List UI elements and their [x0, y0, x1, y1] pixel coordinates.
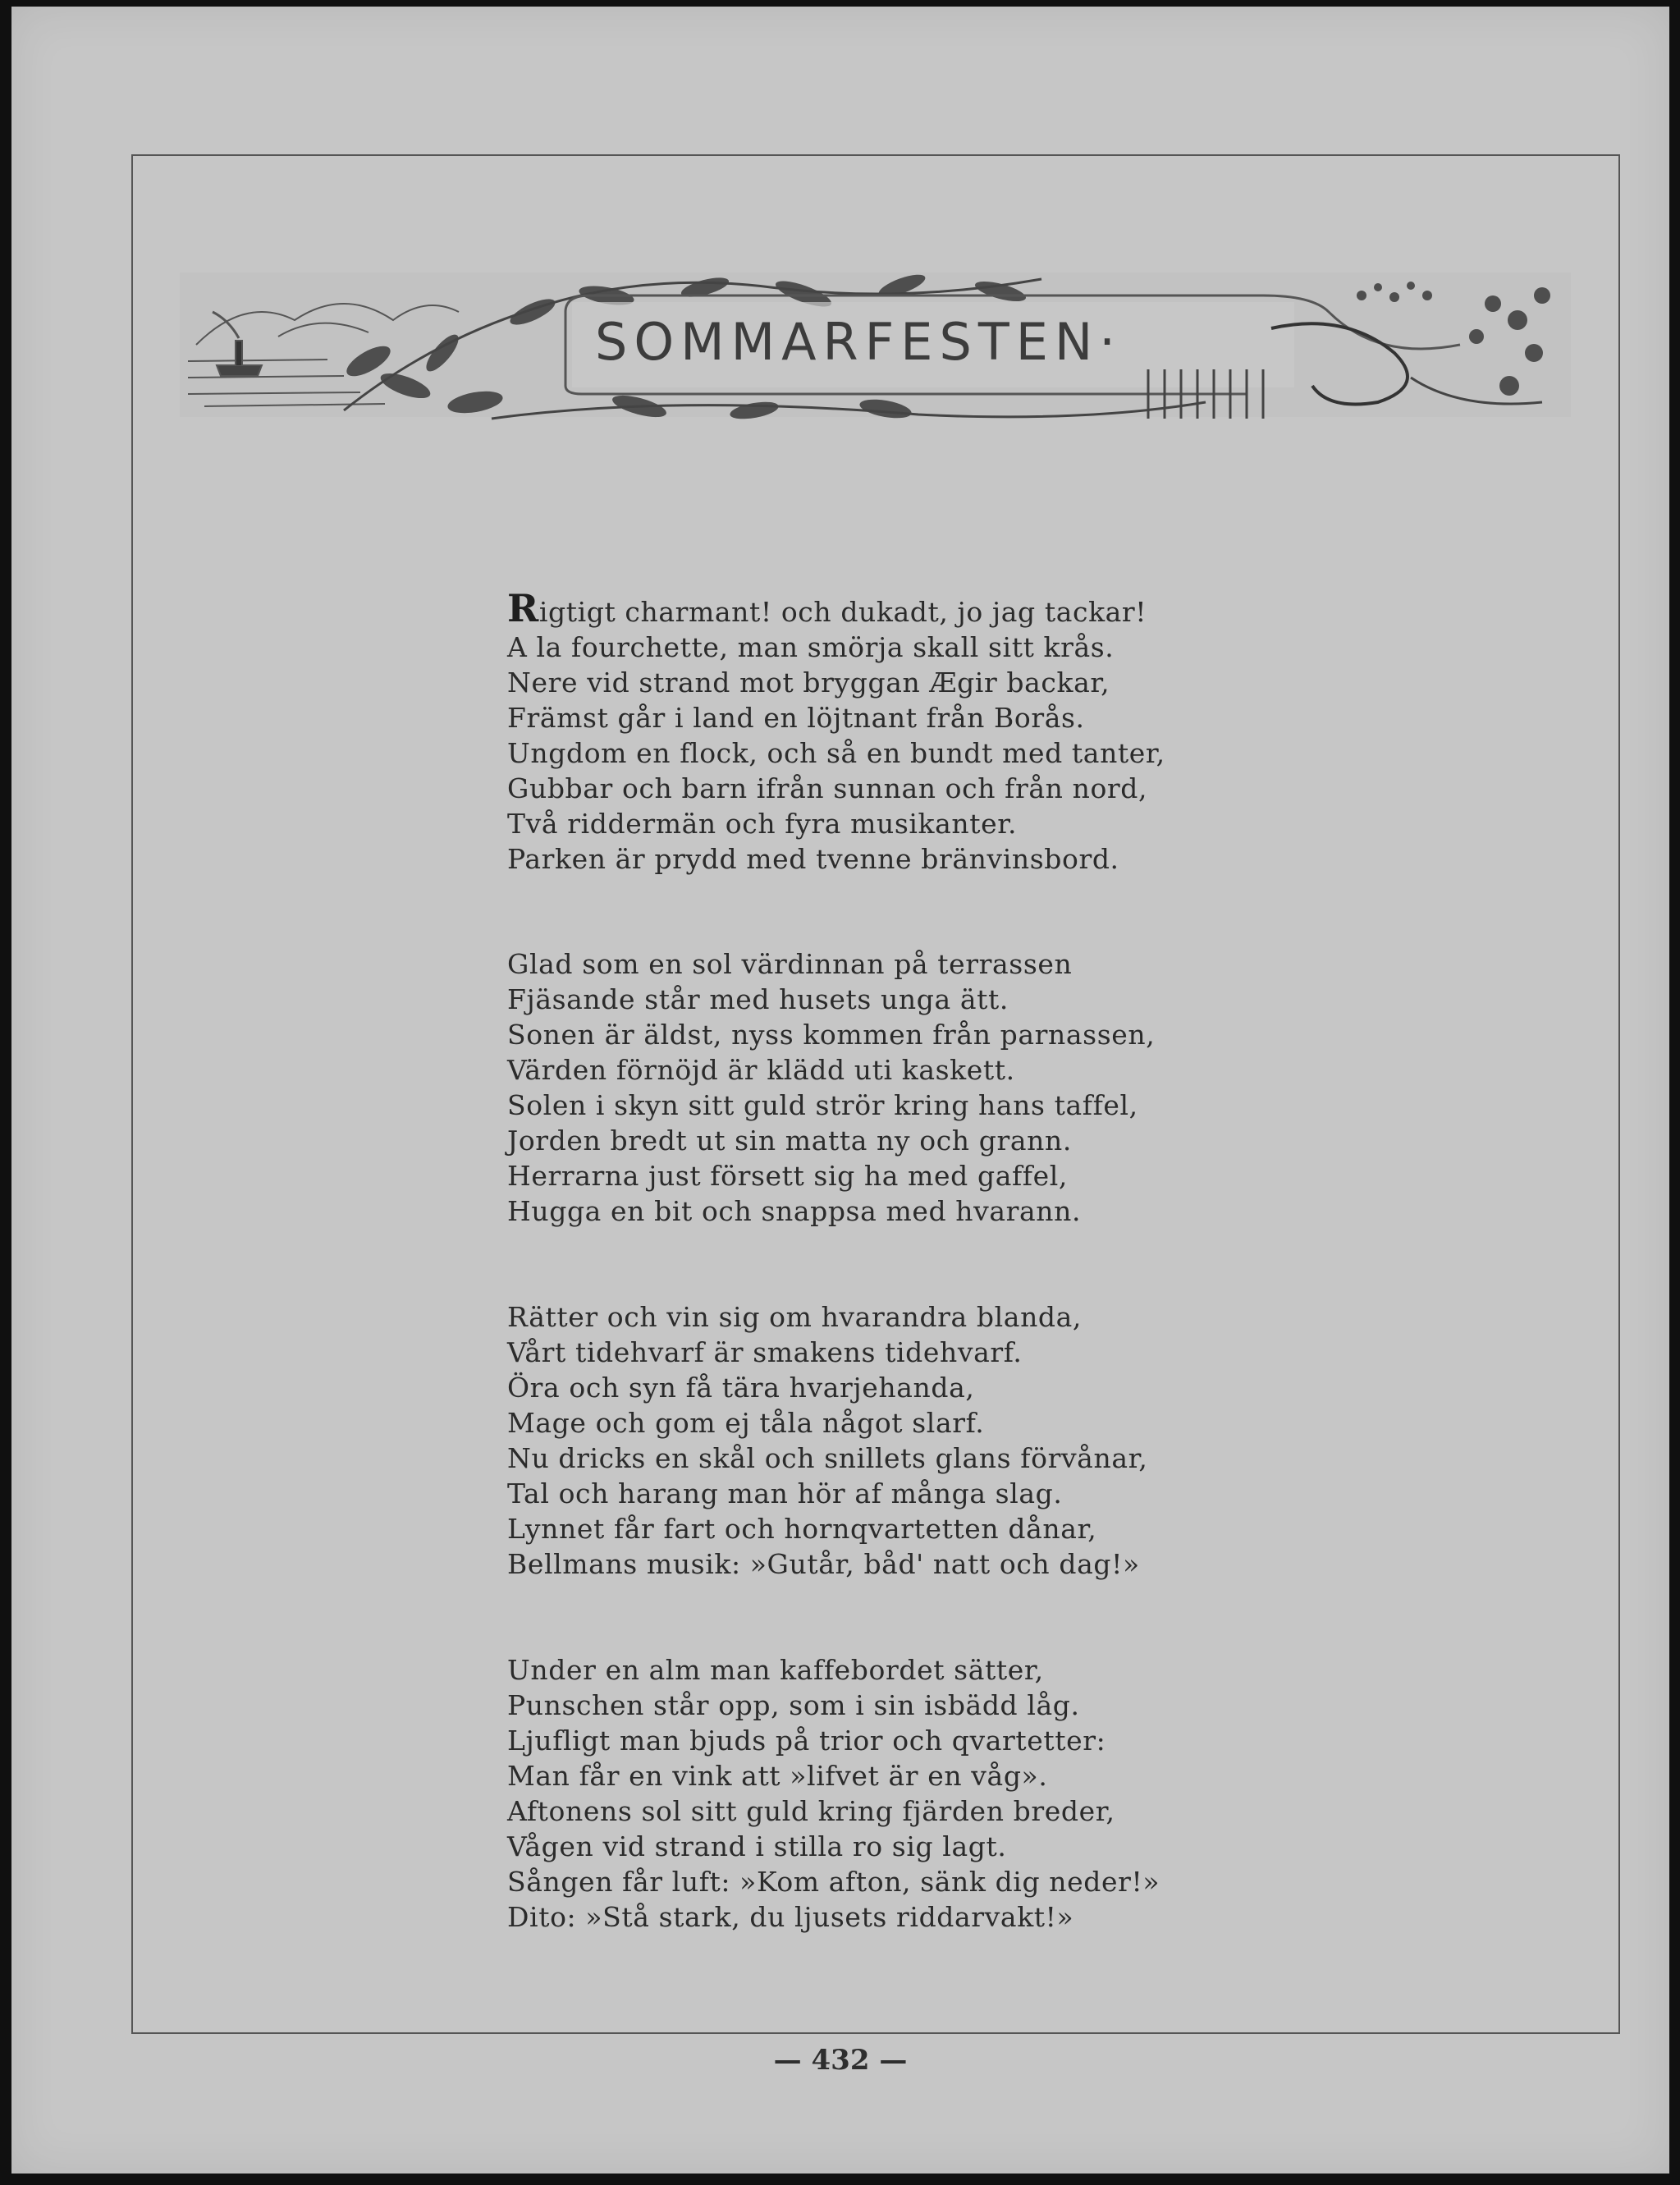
poem-line: A la fourchette, man smörja skall sitt krås.: [507, 631, 1115, 663]
poem-line: Nu dricks en skål och snillets glans förvånar,: [507, 1442, 1148, 1474]
book-page: [11, 7, 1669, 2174]
poem-line: Parken är prydd med tvenne bränvinsbord.: [507, 843, 1119, 875]
poem-line: Bellmans musik: »Gutår, båd' natt och dag!»: [507, 1548, 1140, 1580]
poem-line: Vårt tidehvarf är smakens tidehvarf.: [507, 1336, 1023, 1368]
poem-line: Vågen vid strand i stilla ro sig lagt.: [507, 1830, 1007, 1862]
poem-line: Två riddermän och fyra musikanter.: [507, 808, 1018, 840]
poem-line: Nere vid strand mot bryggan Ægir backar,: [507, 666, 1110, 699]
poem-line: Fjäsande står med husets unga ätt.: [507, 983, 1009, 1015]
poem-line: Hugga en bit och snappsa med hvarann.: [507, 1195, 1082, 1227]
poem-line: Främst går i land en löjtnant från Borås.: [507, 702, 1085, 734]
poem-line: Ungdom en flock, och så en bundt med tanter,: [507, 737, 1165, 769]
poem-line: Sonen är äldst, nyss kommen från parnassen,: [507, 1019, 1156, 1051]
poem-line: Sången får luft: »Kom afton, sänk dig neder!»: [507, 1866, 1160, 1898]
poem-line: Glad som en sol värdinnan på terrassen: [507, 948, 1073, 980]
poem-line: Punschen står opp, som i sin isbädd låg.: [507, 1689, 1080, 1721]
poem-line: Man får en vink att »lifvet är en våg».: [507, 1760, 1048, 1792]
drop-cap: R: [507, 586, 539, 630]
poem-line: Värden förnöjd är klädd uti kaskett.: [507, 1054, 1015, 1086]
stanza-4: [507, 1652, 1328, 1935]
page-number: — 432 —: [773, 2044, 908, 2077]
poem-line: Lynnet får fart och hornqvartetten dånar,: [507, 1513, 1097, 1545]
stanza-3: [507, 1299, 1328, 1582]
poem-line: Öra och syn få tära hvarjehanda,: [507, 1372, 975, 1404]
header-illustration: [180, 263, 1571, 427]
poem-line: Rätter och vin sig om hvarandra blanda,: [507, 1301, 1083, 1333]
poem-line: Dito: »Stå stark, du ljusets riddarvakt!»: [507, 1901, 1074, 1933]
poem-line: Ljufligt man bjuds på trior och qvartetter:: [507, 1725, 1106, 1757]
poem-line: Jorden bredt ut sin matta ny och grann.: [507, 1125, 1072, 1157]
poem-line: Under en alm man kaffebordet sätter,: [507, 1654, 1044, 1686]
stanza-2: [507, 946, 1328, 1229]
poem-title: SOMMARFESTEN·: [595, 312, 1122, 372]
poem-line: Herrarna just försett sig ha med gaffel,: [507, 1160, 1068, 1192]
poem-line: Solen i skyn sitt guld strör kring hans taffel,: [507, 1089, 1138, 1121]
poem-line: Tal och harang man hör af många slag.: [507, 1477, 1063, 1509]
poem-line: Rigtigt charmant! och dukadt, jo jag tackar!: [507, 586, 1147, 630]
poem-line: Mage och gom ej tåla något slarf.: [507, 1407, 985, 1439]
poem-line: Gubbar och barn ifrån sunnan och från nord,: [507, 772, 1148, 804]
stanza-1: [507, 586, 1328, 877]
poem-line: Aftonens sol sitt guld kring fjärden breder,: [507, 1795, 1115, 1827]
